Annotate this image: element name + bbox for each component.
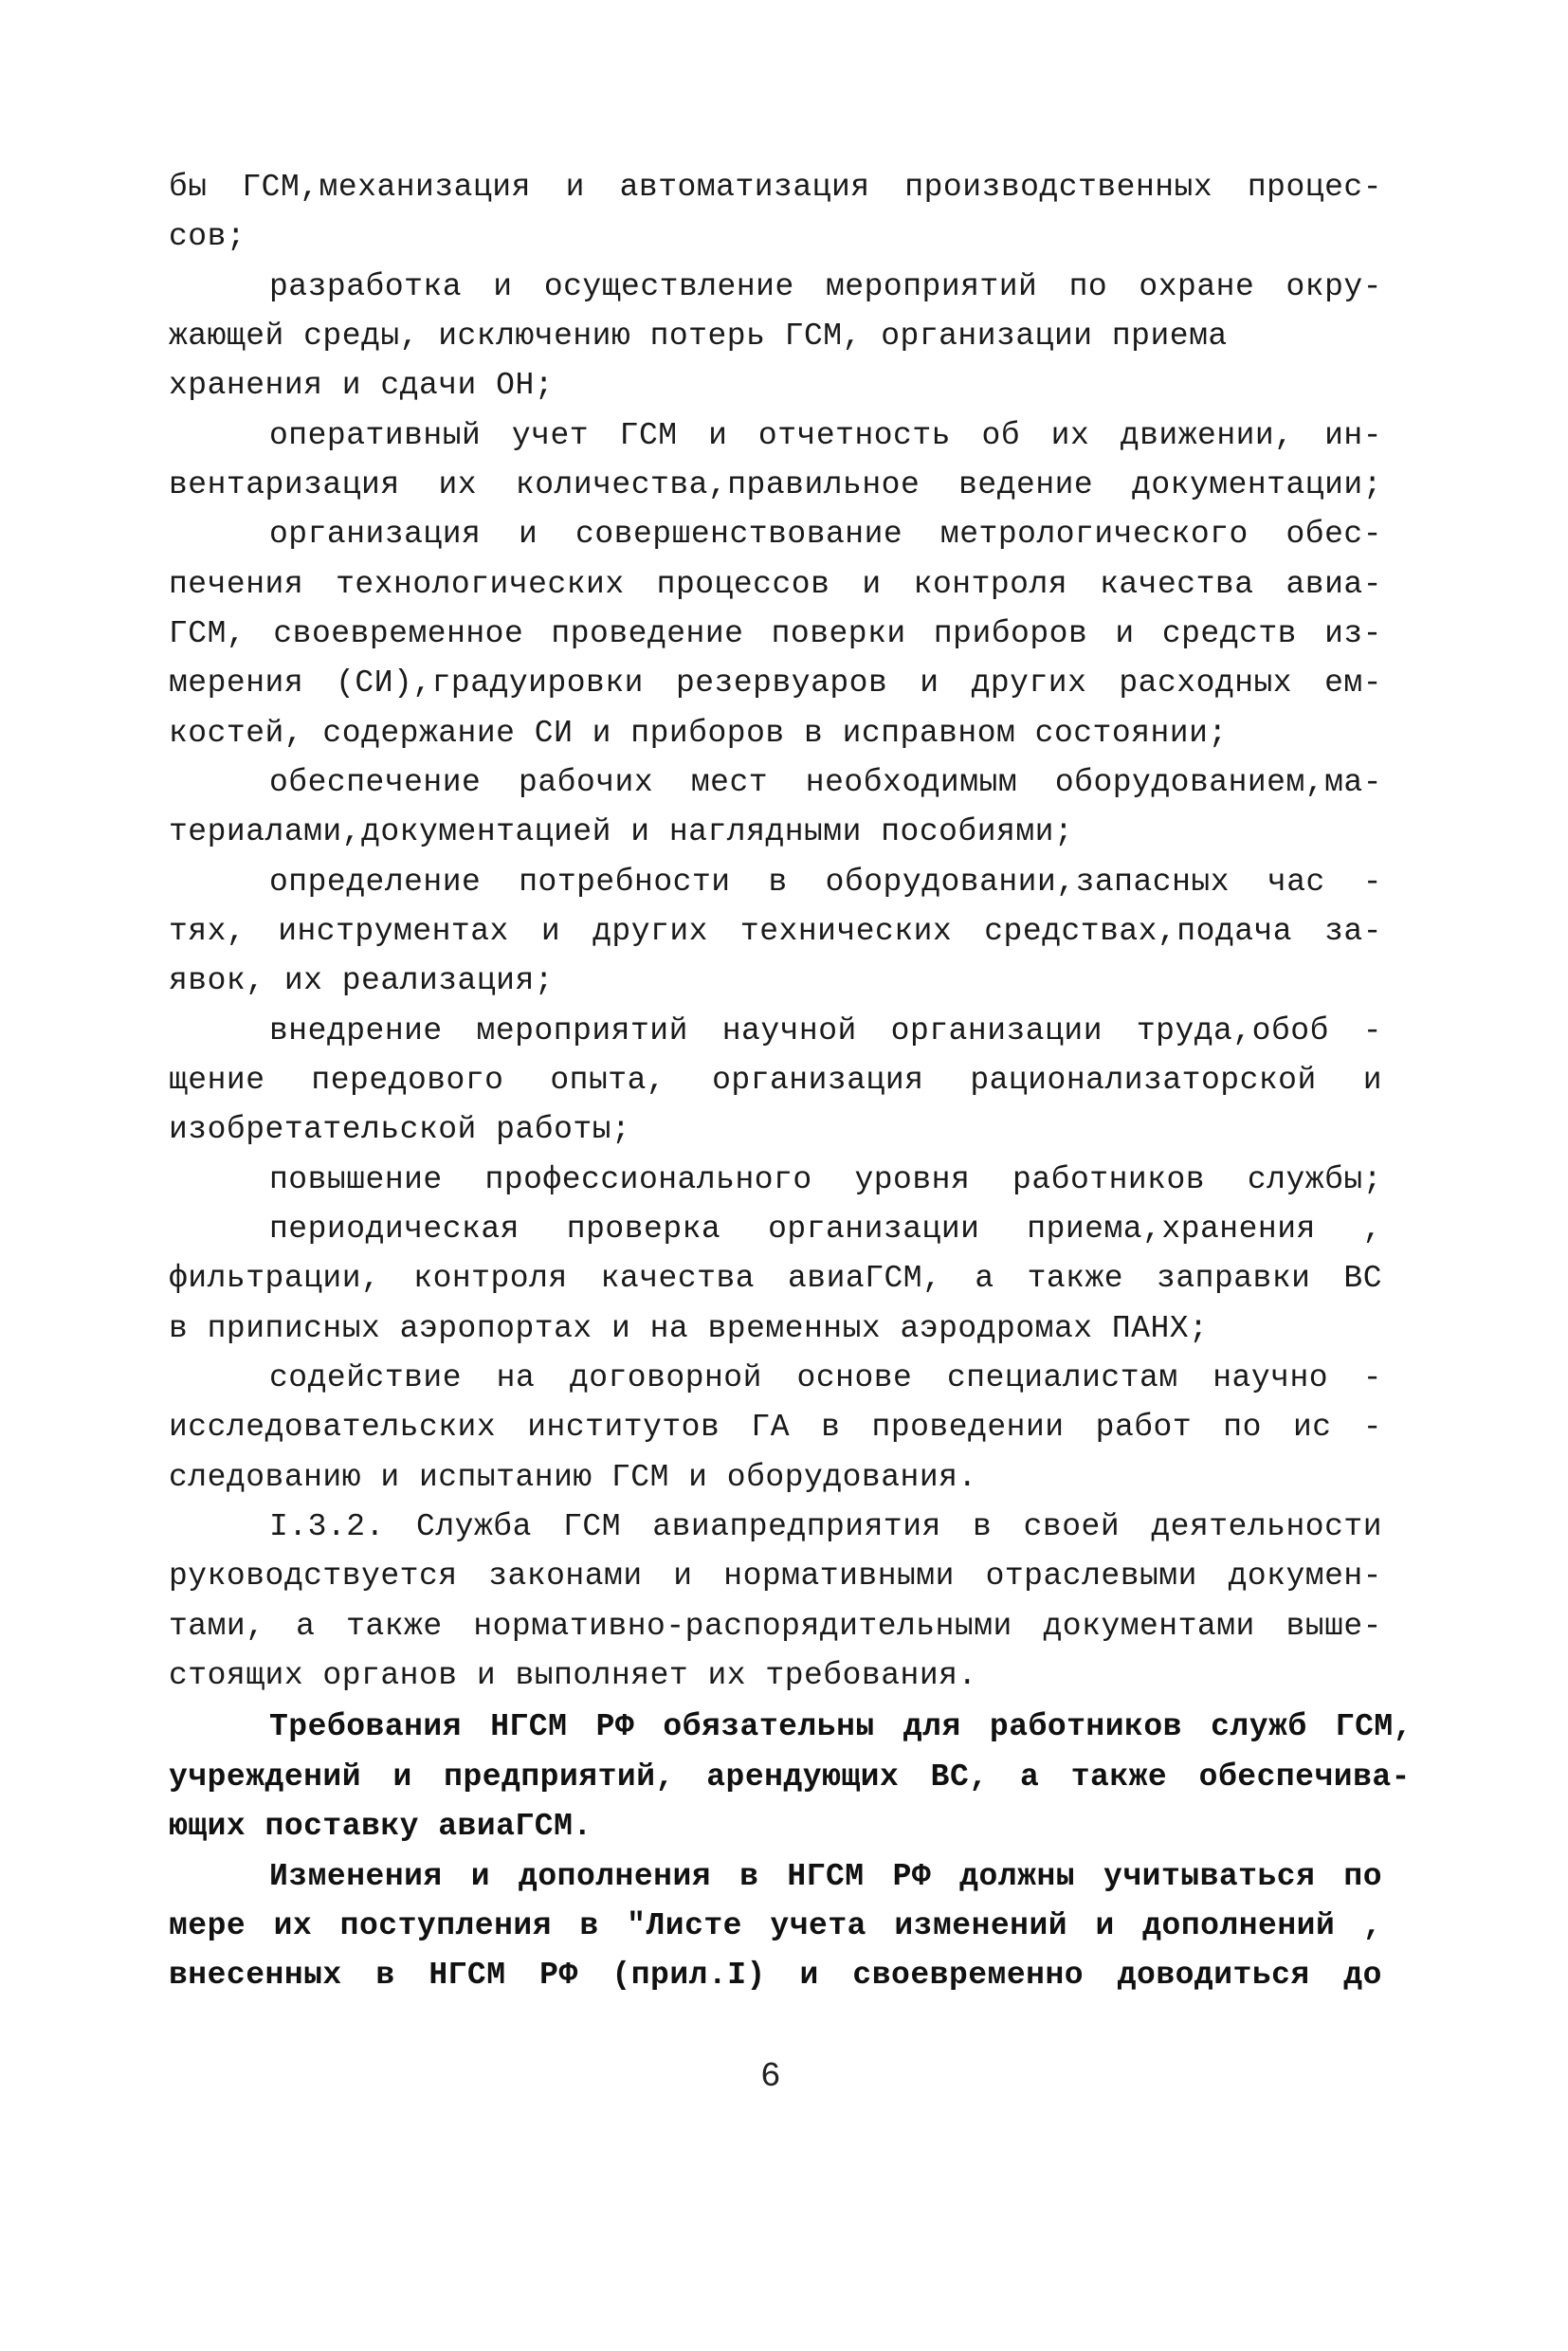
text-line: вентаризация их количества,правильное ведение документации; [169,467,1382,502]
text-line: стоящих органов и выполняет их требования. [169,1658,977,1693]
text-line: ющих поставку авиаГСМ. [169,1809,593,1844]
text-line: мерения (СИ),градуировки резервуаров и других расходных ем- [169,665,1382,701]
text-line: оперативный учет ГСМ и отчетность об их движении, ин- [269,418,1382,453]
text-line: I.3.2. Служба ГСМ авиапредприятия в своей деятельности [269,1509,1382,1544]
text-line: изобретательской работы; [169,1112,631,1147]
text-line: руководствуется законами и нормативными отраслевыми докумен- [169,1558,1382,1594]
text-line: определение потребности в оборудовании,запасных час - [269,865,1382,900]
text-line: обеспечение рабочих мест необходимым оборудованием,ма- [269,765,1382,800]
text-line: организация и совершенствование метрологического обес- [269,517,1382,552]
text-line: фильтрации, контроля качества авиаГСМ, а также заправки ВС [169,1261,1382,1296]
text-line: костей, содержание СИ и приборов в исправном состоянии; [169,716,1228,751]
text-line: сов; [169,219,246,254]
text-line: тях, инструментах и других технических средствах,подача за- [169,914,1382,949]
text-line: периодическая проверка организации приема,хранения , [269,1212,1382,1247]
text-line: Требования НГСМ РФ обязательны для работников служб ГСМ, [269,1709,1413,1744]
text-line: териалами,документацией и наглядными пособиями; [169,814,1074,849]
text-line: в приписных аэропортах и на временных аэродромах ПАНХ; [169,1311,1209,1346]
text-line: жающей среды, исключению потерь ГСМ, организации приема [169,319,1228,354]
text-line: явок, их реализация; [169,963,555,998]
text-line: повышение профессионального уровня работников службы; [269,1162,1382,1197]
text-line: печения технологических процессов и контроля качества авиа- [169,567,1382,602]
text-line: внесенных в НГСМ РФ (прил.I) и своевременно доводиться до [169,1958,1382,1993]
text-line: учреждений и предприятий, арендующих ВС, а также обеспечива- [169,1759,1411,1795]
text-line: ГСМ, своевременное проведение поверки приборов и средств из- [169,616,1382,651]
text-line: содействие на договорной основе специалистам научно - [269,1360,1382,1395]
text-line: бы ГСМ,механизация и автоматизация производственных процес- [169,170,1382,205]
page-number: 6 [760,2057,781,2096]
text-line: исследовательских институтов ГА в проведении работ по ис - [169,1410,1382,1445]
text-line: мере их поступления в "Листе учета изменений и дополнений , [169,1908,1382,1943]
text-line: хранения и сдачи ОН; [169,368,555,403]
text-line: следованию и испытанию ГСМ и оборудования. [169,1460,977,1495]
text-line: тами, а также нормативно-распорядительными документами выше- [169,1609,1382,1644]
text-line: внедрение мероприятий научной организации труда,обоб - [269,1013,1382,1048]
text-line: разработка и осуществление мероприятий по охране окру- [269,269,1382,304]
text-line: Изменения и дополнения в НГСМ РФ должны учитываться по [269,1859,1382,1894]
text-line: щение передового опыта, организация рационализаторской и [169,1063,1382,1098]
